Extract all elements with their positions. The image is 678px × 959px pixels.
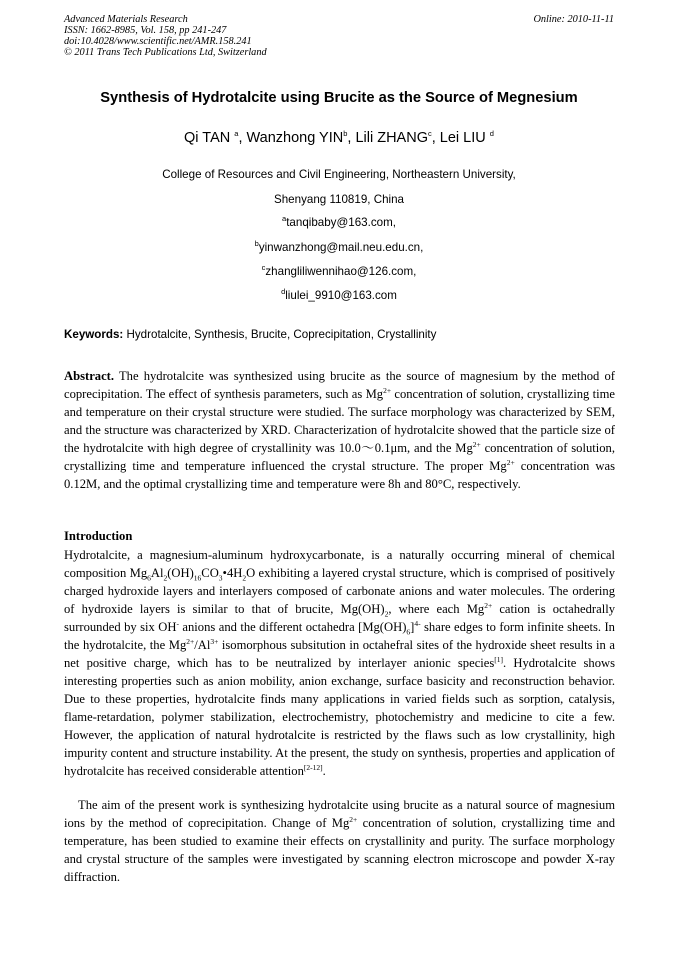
superscript: 2+: [186, 636, 195, 646]
subscript: 6: [406, 627, 411, 637]
body-text: . Hydrotalcite shows interesting properties such as anion mobility, anion exchange, surface basicity and reconstruction behavior. Due to these properties, hydrotalcite finds many applications in varied fields such as sorption, catalysis, flame-retardation, polymer stabilization, electrochemistry, photochemistry and medicine to cite a few. However, the application of natural hydrotalcite is restricted by the flaws such as low crystallinity, high impurity content and structure instability. At the present, the study on synthesis, properties and application of hydrotalcite has received considerable attention: [64, 656, 615, 778]
introduction-heading: Introduction: [64, 529, 133, 543]
body-text: concentration of solution, crystallizing time and temperature, has been studied to examine their effects on crystallinity and purity. The surface morphology and crystal structure of the samples were investigated by scanning electron microscope and powder X-ray diffraction.: [64, 816, 616, 884]
subscript: 2: [163, 573, 168, 583]
body-text: ]: [410, 620, 415, 634]
superscript: 3+: [210, 636, 219, 646]
author-name: Lei LIU: [439, 130, 486, 146]
abstract: [64, 367, 615, 493]
subscript: 2: [242, 573, 247, 583]
affiliation-line-2: Shenyang 110819, China: [274, 193, 404, 206]
superscript: 2+: [472, 439, 481, 449]
journal-name: Advanced Materials Research: [64, 14, 188, 25]
subscript: 16: [193, 573, 202, 583]
author-mark: a: [234, 129, 239, 139]
subscript: 6: [147, 573, 151, 583]
body-text: .: [322, 764, 326, 778]
body-text: Hydrotalcite, a magnesium-aluminum hydroxycarbonate, is a naturally occurring mineral of chemical composition Mg: [64, 548, 615, 580]
email-mark: c: [261, 263, 266, 273]
superscript: 2+: [506, 457, 515, 467]
email-address[interactable]: yinwanzhong@mail.neu.edu.cn,: [258, 241, 424, 254]
keywords: [64, 328, 616, 341]
keywords-label: Keywords:: [64, 328, 124, 341]
body-text: •4H: [222, 566, 243, 580]
affiliation-line-1: College of Resources and Civil Engineering, Northeastern University,: [162, 168, 516, 181]
body-text: Al: [150, 566, 164, 580]
email-mark: a: [282, 214, 287, 224]
subscript: 3: [218, 573, 223, 583]
author-mark: d: [489, 129, 494, 139]
superscript: -: [176, 618, 179, 628]
body-text: isomorphous subsitution in octahefral sites of the hydroxide sheet results in a net positive charge, which has to be neutralized by interlayer anionic species: [64, 638, 615, 670]
body-text: (OH): [167, 566, 194, 580]
body-text: O exhibiting a layered crystal structure, which is comprised of positively charged hydroxide layers and interlayers composed of carbonate anions and water molecules. The ordering of hydroxide layers is similar to that of brucite, Mg(OH): [64, 566, 615, 616]
citation-link[interactable]: [2-12]: [303, 762, 323, 772]
subscript: 2: [384, 609, 389, 619]
email-b[interactable]: [0, 241, 678, 254]
abstract-text: concentration was 0.12M, and the optimal crystallizing time and temperature were 8h and 80°C, respectively.: [64, 459, 615, 491]
paper-title: Synthesis of Hydrotalcite using Brucite as the Source of Megnesium: [100, 90, 578, 106]
abstract-text: concentration of solution, crystallizing time and temperature on their crystal structure were studied. The surface morphology was characterized by SEM, and the structure was characterized by XRD. Characterization of hydrotalcite showed that the particle size of the hydrotalcite with high degree of crystallinity was 10.0～0.1μm, and the Mg: [64, 387, 616, 455]
issn-line: ISSN: 1662-8985, Vol. 158, pp 241-247: [64, 25, 227, 36]
email-mark: b: [254, 239, 259, 249]
email-address[interactable]: zhangliliwennihao@126.com,: [265, 265, 417, 278]
journal-header: [64, 14, 267, 58]
keywords-text: Hydrotalcite, Synthesis, Brucite, Coprecipitation, Crystallinity: [126, 328, 437, 341]
author-name: Lili ZHANG: [355, 130, 428, 146]
body-text: /Al: [194, 638, 211, 652]
author-mark: b: [343, 129, 348, 139]
abstract-label: Abstract.: [64, 369, 115, 383]
online-date: Online: 2010-11-11: [533, 14, 614, 25]
body-text: , where each Mg: [388, 602, 485, 616]
body-text: The aim of the present work is synthesizing hydrotalcite using brucite as a natural source of magnesium ions by the method of coprecipitation. Change of Mg: [64, 798, 615, 830]
author-list: Qi TAN $^a$, Wanzhong YIN$^b$, Lili ZHANG$^c$, Lei LIU $^d$: [184, 129, 494, 146]
introduction-paragraph-1: [64, 546, 615, 780]
citation-link[interactable]: [1]: [494, 654, 504, 664]
superscript: 4-: [414, 618, 421, 628]
email-a[interactable]: [0, 216, 678, 229]
superscript: 2+: [484, 600, 493, 610]
copyright-line: © 2011 Trans Tech Publications Ltd, Switzerland: [64, 47, 267, 58]
doi-line: doi:10.4028/www.scientific.net/AMR.158.241: [64, 36, 252, 47]
email-c[interactable]: [0, 265, 678, 278]
superscript: 2+: [349, 814, 358, 824]
body-text: share edges to form infinite sheets. In the hydrotalcite, the Mg: [64, 620, 615, 652]
body-text: CO: [201, 566, 219, 580]
author-name: Qi TAN: [184, 130, 231, 146]
author-name: Wanzhong YIN: [246, 130, 344, 146]
email-mark: d: [281, 287, 286, 297]
abstract-text: concentration of solution, crystallizing time and temperature influenced the crystal structure. The proper Mg: [64, 441, 615, 473]
superscript: 2+: [383, 385, 392, 395]
introduction-paragraph-2: [64, 796, 615, 886]
author-mark: c: [427, 129, 432, 139]
body-text: cation is octahedrally surrounded by six OH: [64, 602, 615, 634]
email-address[interactable]: liulei_9910@163.com: [285, 289, 397, 302]
abstract-text: The hydrotalcite was synthesized using brucite as the source of magnesium by the method of coprecipitation. The effect of synthesis parameters, such as Mg: [64, 369, 615, 401]
body-text: anions and the different octahedra [Mg(OH): [178, 620, 407, 634]
email-address[interactable]: tanqibaby@163.com,: [286, 216, 396, 229]
email-d[interactable]: [0, 289, 678, 302]
